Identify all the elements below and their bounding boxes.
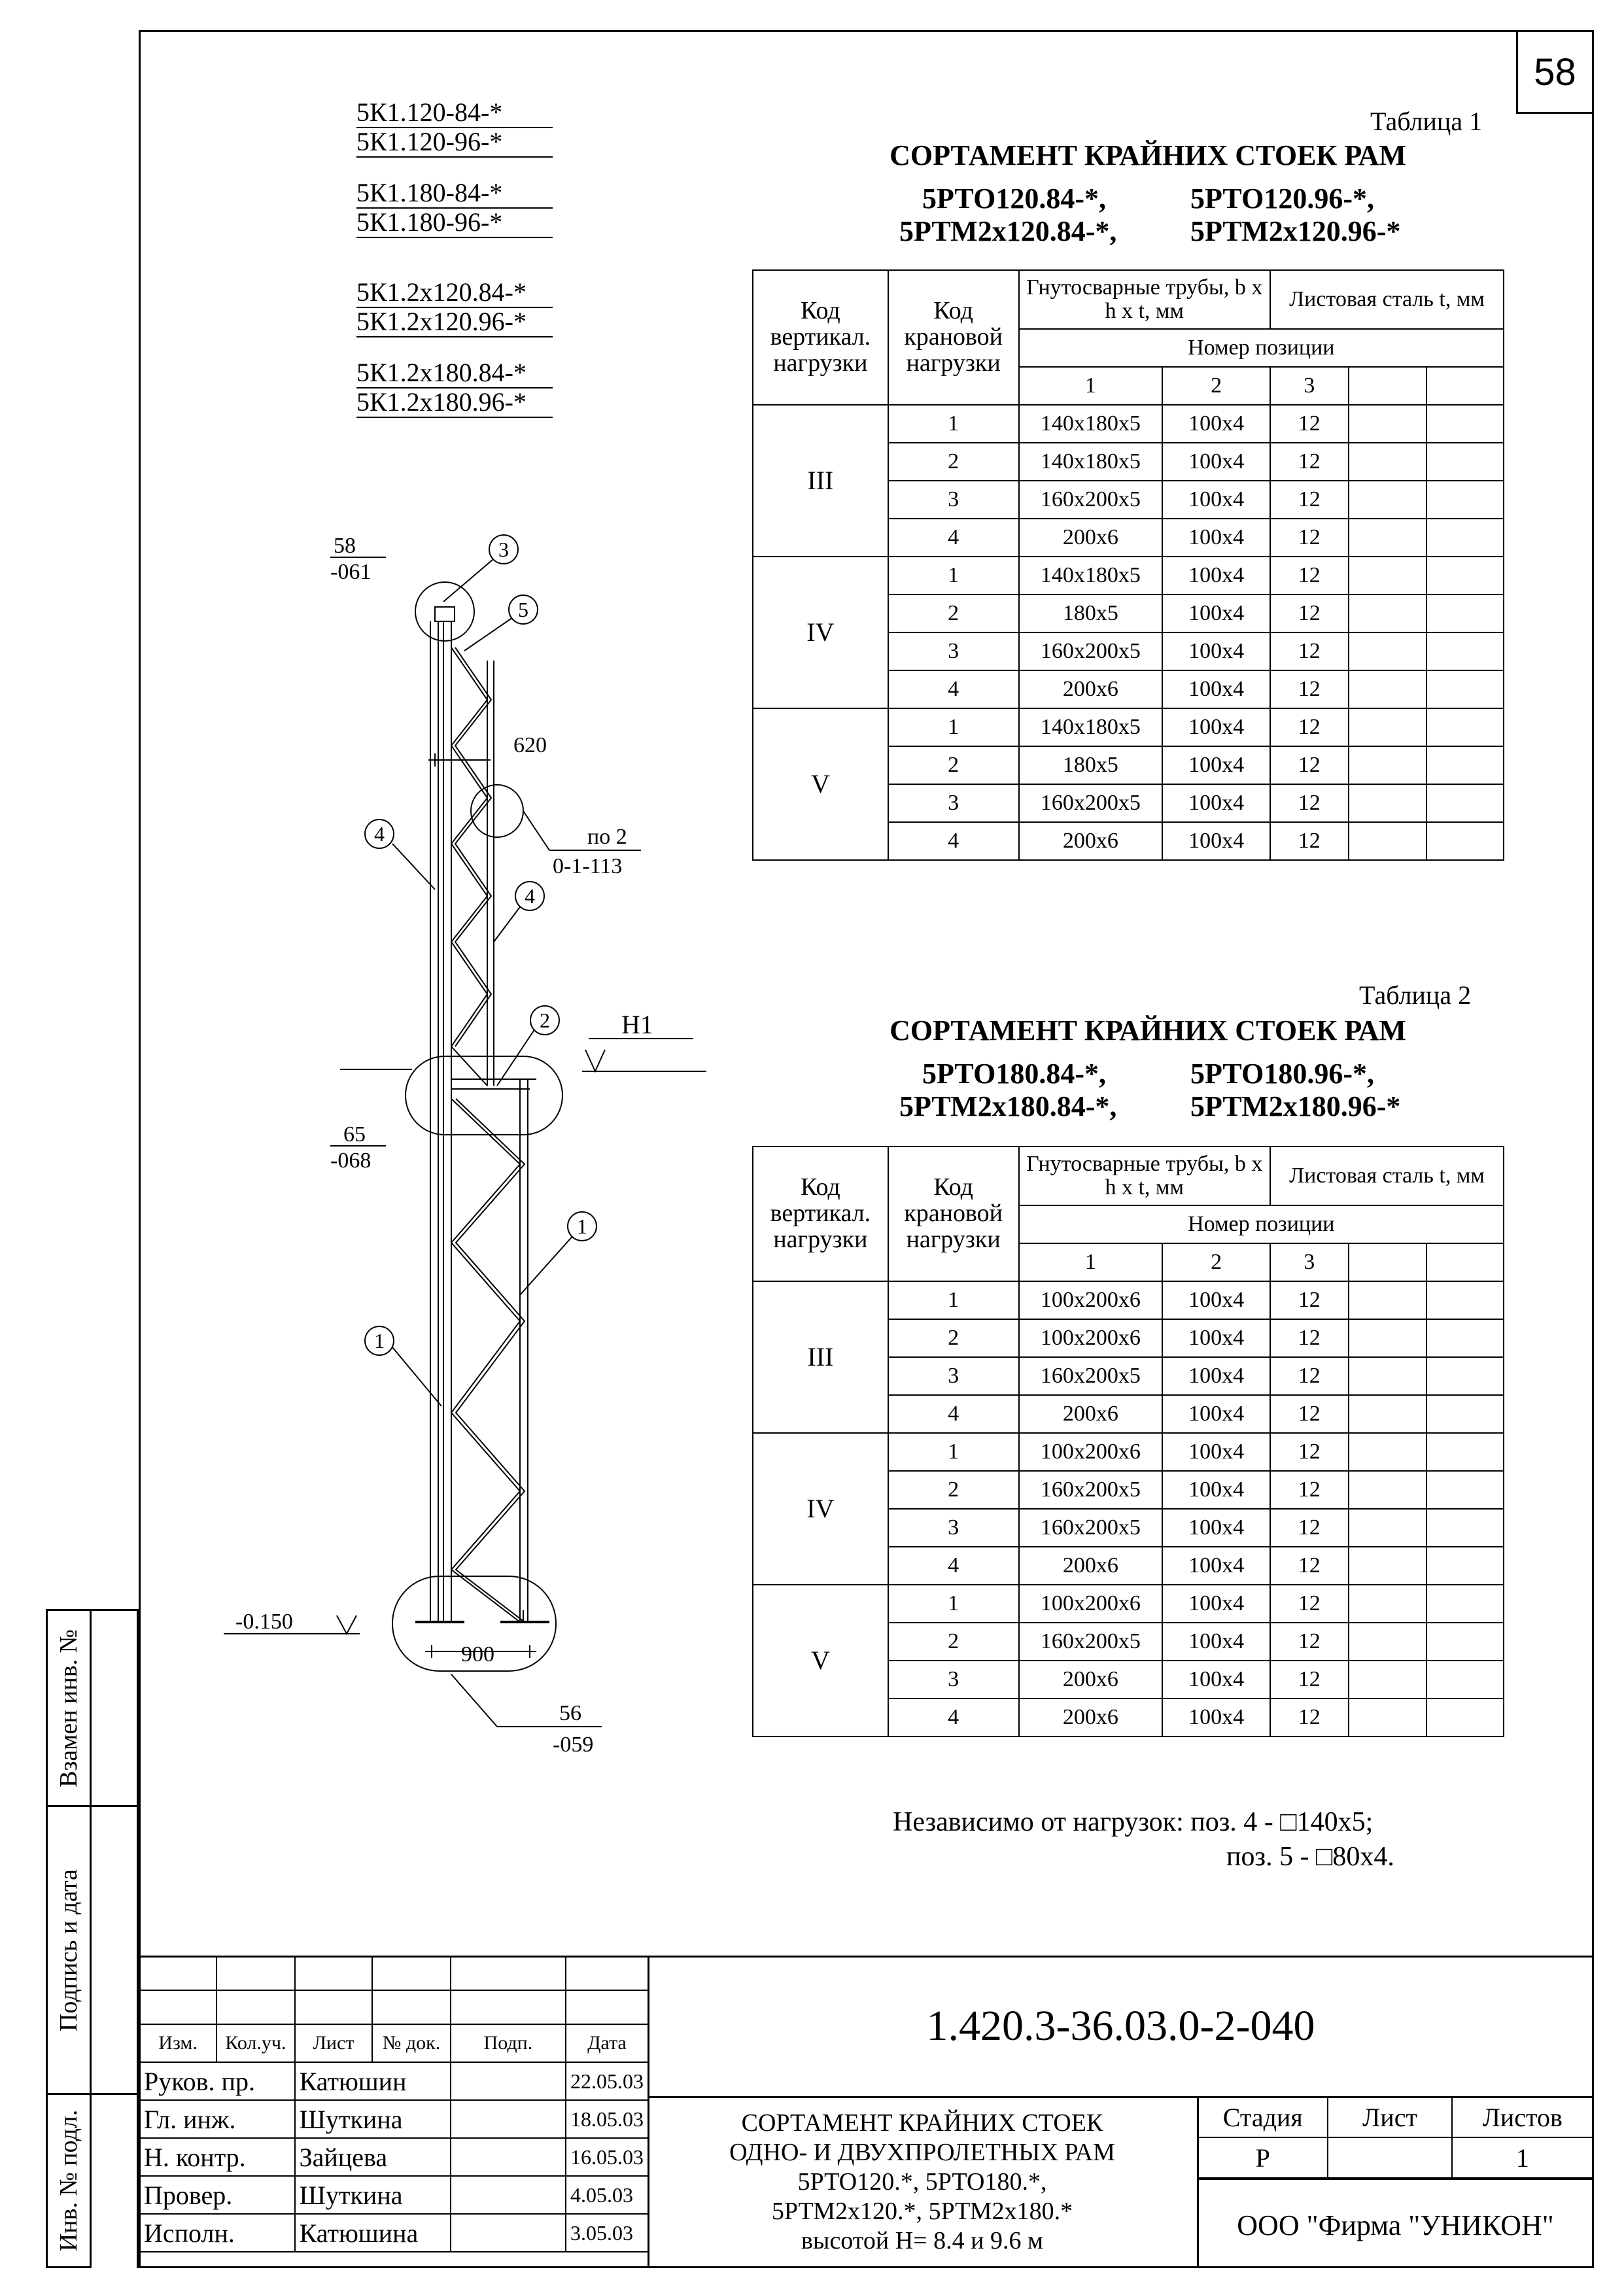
table2-cell: 160х200х5 [1019, 1509, 1163, 1547]
t1-head-sheet: Листовая сталь t, мм [1270, 270, 1504, 329]
table1-cell: 12 [1270, 595, 1349, 632]
table1-cell: 200х6 [1019, 670, 1163, 708]
table2-cell: 200х6 [1019, 1661, 1163, 1699]
table1-cell: 160х200х5 [1019, 784, 1163, 822]
po2-code: 0-1-113 [553, 854, 623, 878]
table1-title: СОРТАМЕНТ КРАЙНИХ СТОЕК РАМ [890, 139, 1406, 171]
table2-cell: 12 [1270, 1661, 1349, 1699]
code-3: 5К1.180-84-* [356, 179, 553, 209]
signer-role: Н. контр. [139, 2138, 295, 2176]
table1-cell: 200х6 [1019, 519, 1163, 557]
signer-name: Шуткина [295, 2100, 451, 2138]
mid-node-code: -068 [330, 1148, 371, 1173]
table1-sub1a: 5РТО120.84-*, [922, 182, 1107, 215]
signer-row [139, 2138, 648, 2176]
table1-vert-code: IV [753, 557, 888, 708]
table1-cell: 4 [888, 670, 1019, 708]
table2-cell: 100х4 [1162, 1357, 1270, 1395]
mid-node-num: 65 [343, 1122, 366, 1147]
table1-cell: 100х4 [1162, 443, 1270, 481]
table2-label: Таблица 2 [1359, 980, 1472, 1010]
col-izm: Изм. [139, 2024, 216, 2062]
table1-cell: 100х4 [1162, 595, 1270, 632]
t1-pos-1: 1 [1019, 367, 1163, 405]
table2-cell: 12 [1270, 1319, 1349, 1357]
table1-cell: 100х4 [1162, 784, 1270, 822]
table2-cell: 100х4 [1162, 1661, 1270, 1699]
document-description: СОРТАМЕНТ КРАЙНИХ СТОЕК ОДНО- И ДВУХПРОЛЕТНЫХ РАМ 5РТО120.*, 5РТО180.*, 5РТМ2х120.*, 5РТМ2х180.* высотой H= 8.4 и 9.6 м [729, 2109, 1115, 2254]
organization: ООО "Фирма "УНИКОН" [1197, 2178, 1594, 2270]
document-number: 1.420.3-36.03.0-2-040 [926, 2001, 1315, 2050]
table1-cell: 180х5 [1019, 746, 1163, 784]
top-node-code: -061 [330, 560, 371, 584]
stage-table [1197, 2096, 1594, 2179]
note-line-2: поз. 5 - □80х4. [1226, 1842, 1394, 1872]
col-kol: Кол.уч. [216, 2024, 294, 2062]
table2-cell: 12 [1270, 1699, 1349, 1736]
table1-cell: 160х200х5 [1019, 632, 1163, 670]
signer-role: Исполн. [139, 2214, 295, 2252]
table2-cell: 200х6 [1019, 1395, 1163, 1433]
table1-cell: 100х4 [1162, 632, 1270, 670]
mark-2: 2 [540, 1009, 550, 1032]
side-signature-date: Подпись и дата [46, 1805, 92, 2093]
table1-cell: 100х4 [1162, 746, 1270, 784]
column-drawing [196, 510, 733, 1792]
side-inv-original: Инв. № подл. [46, 2093, 92, 2268]
table1-cell: 12 [1270, 519, 1349, 557]
table2-cell: 12 [1270, 1509, 1349, 1547]
table2-cell: 100х200х6 [1019, 1319, 1163, 1357]
signer-name: Зайцева [295, 2138, 451, 2176]
table2-cell: 160х200х5 [1019, 1357, 1163, 1395]
table1-cell: 200х6 [1019, 822, 1163, 860]
table2-cell: 200х6 [1019, 1547, 1163, 1585]
t2-head-pos: Номер позиции [1019, 1205, 1504, 1243]
stage-label: Стадия [1198, 2097, 1328, 2137]
table-row [753, 557, 1504, 595]
table1-cell: 12 [1270, 708, 1349, 746]
table1-cell: 180х5 [1019, 595, 1163, 632]
table1-cell: 3 [888, 632, 1019, 670]
signer-date: 22.05.03 [566, 2062, 648, 2100]
table2-vert-code: IV [753, 1433, 888, 1585]
table1-sub2b: 5РТМ2х120.96-* [1190, 215, 1401, 247]
table-row [753, 1433, 1504, 1471]
signer-row [139, 2100, 648, 2138]
table1-cell: 100х4 [1162, 405, 1270, 443]
table2-cell: 2 [888, 1319, 1019, 1357]
signer-name: Катюшина [295, 2214, 451, 2252]
bot-node-code: -059 [553, 1733, 594, 1757]
table2-cell: 4 [888, 1395, 1019, 1433]
signer-row [139, 2176, 648, 2214]
table2-cell: 12 [1270, 1357, 1349, 1395]
table2-cell: 3 [888, 1357, 1019, 1395]
t1-pos-3: 3 [1270, 367, 1349, 405]
t2-head-sheet: Листовая сталь t, мм [1270, 1147, 1504, 1205]
table2-cell: 3 [888, 1661, 1019, 1699]
col-sign: Подп. [451, 2024, 566, 2062]
table1-cell: 12 [1270, 405, 1349, 443]
side-replace-inv: Взамен инв. № [46, 1609, 92, 1805]
code-8: 5К1.2х180.96-* [356, 388, 553, 418]
table-row [753, 1281, 1504, 1319]
table-row [753, 405, 1504, 443]
signer-name: Шуткина [295, 2176, 451, 2214]
code-4: 5К1.180-96-* [356, 208, 553, 238]
signer-date: 3.05.03 [566, 2214, 648, 2252]
table2-cell: 2 [888, 1623, 1019, 1661]
table1-cell: 4 [888, 519, 1019, 557]
signer-row [139, 2062, 648, 2100]
table2-cell: 4 [888, 1699, 1019, 1736]
signer-role: Провер. [139, 2176, 295, 2214]
table1-cell: 160х200х5 [1019, 481, 1163, 519]
table2-title: СОРТАМЕНТ КРАЙНИХ СТОЕК РАМ [890, 1014, 1406, 1046]
signer-name: Катюшин [295, 2062, 451, 2100]
table1-cell: 100х4 [1162, 822, 1270, 860]
signer-role: Руков. пр. [139, 2062, 295, 2100]
table1-cell: 1 [888, 557, 1019, 595]
table1-label: Таблица 1 [1370, 107, 1483, 136]
table1-cell: 12 [1270, 632, 1349, 670]
table2-cell: 100х200х6 [1019, 1433, 1163, 1471]
t1-pos-2: 2 [1162, 367, 1270, 405]
table1-cell: 2 [888, 443, 1019, 481]
table2-cell: 12 [1270, 1585, 1349, 1623]
signer-date: 18.05.03 [566, 2100, 648, 2138]
mark-1b: 1 [374, 1329, 385, 1353]
sheets-label: Листов [1452, 2097, 1593, 2137]
table2-cell: 160х200х5 [1019, 1623, 1163, 1661]
table1-cell: 12 [1270, 443, 1349, 481]
level-mark: -0.150 [235, 1610, 293, 1634]
table2-cell: 100х4 [1162, 1623, 1270, 1661]
t1-head-pipes: Гнутосварные трубы, b x h x t, мм [1019, 270, 1270, 329]
table2-cell: 12 [1270, 1471, 1349, 1509]
table1-sub1b: 5РТО120.96-*, [1190, 182, 1375, 215]
sheet-value [1328, 2137, 1451, 2178]
table1-cell: 12 [1270, 557, 1349, 595]
table2-sub2a: 5РТМ2х180.84-*, [899, 1090, 1117, 1122]
code-2: 5К1.120-96-* [356, 128, 553, 158]
signer-role: Гл. инж. [139, 2100, 295, 2138]
table1-cell: 12 [1270, 822, 1349, 860]
po2-label: по 2 [587, 825, 627, 849]
table2-cell: 100х200х6 [1019, 1585, 1163, 1623]
table1-cell: 100х4 [1162, 708, 1270, 746]
mark-3: 3 [498, 538, 509, 561]
table1-cell: 1 [888, 405, 1019, 443]
table2-cell: 160х200х5 [1019, 1471, 1163, 1509]
t2-head-vert: Код вертикал. нагрузки [753, 1147, 888, 1281]
table2-vert-code: III [753, 1281, 888, 1433]
code-1: 5К1.120-84-* [356, 98, 553, 128]
table1-cell: 12 [1270, 746, 1349, 784]
table1-vert-code: V [753, 708, 888, 860]
h1-label: H1 [621, 1010, 653, 1039]
table2-cell: 100х4 [1162, 1509, 1270, 1547]
table1-cell: 100х4 [1162, 557, 1270, 595]
t1-head-pos: Номер позиции [1019, 329, 1504, 367]
table2-cell: 100х4 [1162, 1433, 1270, 1471]
t2-head-crane: Код крановой нагрузки [888, 1147, 1019, 1281]
table2-cell: 3 [888, 1509, 1019, 1547]
table2-cell: 12 [1270, 1433, 1349, 1471]
table1-cell: 100х4 [1162, 519, 1270, 557]
mark-5: 5 [518, 598, 528, 621]
table2-cell: 100х4 [1162, 1585, 1270, 1623]
table1-vert-code: III [753, 405, 888, 557]
revision-table [139, 1956, 649, 2252]
table1-cell: 2 [888, 595, 1019, 632]
table2-cell: 100х4 [1162, 1281, 1270, 1319]
table2-sub2b: 5РТМ2х180.96-* [1190, 1090, 1401, 1122]
table1-cell: 140х180х5 [1019, 708, 1163, 746]
signer-row [139, 2214, 648, 2252]
table2-sub1b: 5РТО180.96-*, [1190, 1058, 1375, 1090]
code-6: 5К1.2х120.96-* [356, 307, 553, 337]
sheet-label: Лист [1328, 2097, 1451, 2137]
signer-date: 4.05.03 [566, 2176, 648, 2214]
t2-head-pipes: Гнутосварные трубы, b x h x t, мм [1019, 1147, 1270, 1205]
stage-value: Р [1198, 2137, 1328, 2178]
table1-cell: 1 [888, 708, 1019, 746]
code-5: 5К1.2х120.84-* [356, 278, 553, 308]
table2-cell: 1 [888, 1585, 1019, 1623]
table1-cell: 100х4 [1162, 670, 1270, 708]
table2-cell: 100х4 [1162, 1319, 1270, 1357]
table2-cell: 2 [888, 1471, 1019, 1509]
table1-cell: 3 [888, 481, 1019, 519]
table2-cell: 100х4 [1162, 1547, 1270, 1585]
table2-cell: 100х200х6 [1019, 1281, 1163, 1319]
table1-sub2a: 5РТМ2х120.84-*, [899, 215, 1117, 247]
table2-cell: 1 [888, 1281, 1019, 1319]
table-row [753, 708, 1504, 746]
table1-cell: 140х180х5 [1019, 405, 1163, 443]
table-row [753, 1585, 1504, 1623]
col-date: Дата [566, 2024, 648, 2062]
signer-date: 16.05.03 [566, 2138, 648, 2176]
t2-pos-3: 3 [1270, 1243, 1349, 1281]
table2-vert-code: V [753, 1585, 888, 1736]
table2-cell: 12 [1270, 1547, 1349, 1585]
t2-pos-2: 2 [1162, 1243, 1270, 1281]
table1-cell: 12 [1270, 784, 1349, 822]
page-number: 58 [1516, 30, 1594, 114]
table1-cell: 12 [1270, 481, 1349, 519]
table2-cell: 1 [888, 1433, 1019, 1471]
dim-620: 620 [513, 733, 547, 757]
table1-cell: 140х180х5 [1019, 557, 1163, 595]
table2-cell: 4 [888, 1547, 1019, 1585]
code-7: 5К1.2х180.84-* [356, 358, 553, 388]
table2-cell: 100х4 [1162, 1471, 1270, 1509]
top-node-num: 58 [334, 534, 356, 558]
table1-cell: 12 [1270, 670, 1349, 708]
col-list: Лист [295, 2024, 373, 2062]
table2-cell: 12 [1270, 1395, 1349, 1433]
table1-cell: 140х180х5 [1019, 443, 1163, 481]
col-doc: № док. [372, 2024, 450, 2062]
table2-cell: 100х4 [1162, 1699, 1270, 1736]
dim-900: 900 [461, 1642, 494, 1666]
table1 [752, 269, 1504, 861]
table1-cell: 2 [888, 746, 1019, 784]
t1-head-vert: Код вертикал. нагрузки [753, 270, 888, 405]
table2-cell: 12 [1270, 1623, 1349, 1661]
table2 [752, 1146, 1504, 1737]
table2-sub1a: 5РТО180.84-*, [922, 1058, 1107, 1090]
t2-pos-1: 1 [1019, 1243, 1163, 1281]
table1-cell: 3 [888, 784, 1019, 822]
table2-cell: 12 [1270, 1281, 1349, 1319]
sheets-value: 1 [1452, 2137, 1593, 2178]
mark-4b: 4 [525, 884, 535, 908]
bot-node-num: 56 [559, 1701, 581, 1725]
table2-cell: 100х4 [1162, 1395, 1270, 1433]
note-line-1: Независимо от нагрузок: поз. 4 - □140х5; [893, 1807, 1373, 1837]
table1-cell: 100х4 [1162, 481, 1270, 519]
table1-cell: 4 [888, 822, 1019, 860]
mark-1a: 1 [577, 1215, 587, 1238]
mark-4a: 4 [374, 822, 385, 846]
table2-cell: 200х6 [1019, 1699, 1163, 1736]
t1-head-crane: Код крановой нагрузки [888, 270, 1019, 405]
